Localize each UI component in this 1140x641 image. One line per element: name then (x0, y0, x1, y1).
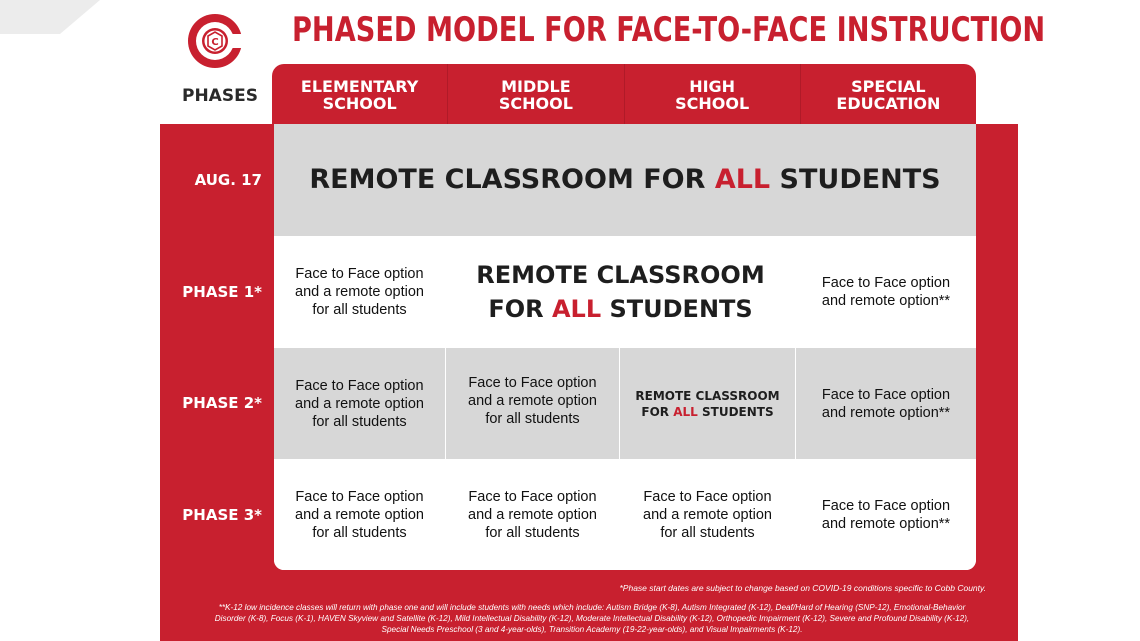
row-label-phase2: PHASE 2* (182, 394, 262, 412)
column-header-elementary: ELEMENTARY SCHOOL (272, 64, 448, 126)
page-corner (0, 0, 100, 34)
page-title: PHASED MODEL FOR FACE-TO-FACE INSTRUCTION (292, 10, 1046, 50)
cobb-schools-logo-icon (186, 12, 244, 70)
column-header-high: HIGH SCHOOL (625, 64, 801, 126)
column-header-bar (272, 64, 976, 126)
phase2-high-post: STUDENTS (697, 404, 774, 419)
phase2-special-cell: Face to Face option and remote option** (796, 348, 976, 459)
schedule-grid (274, 124, 976, 570)
phase1-remote-highlight: ALL (551, 294, 602, 323)
phase3-high-cell: Face to Face option and a remote option for all students (620, 460, 795, 570)
phase2-high-line2 (641, 404, 773, 420)
row-label-aug17: AUG. 17 (194, 171, 262, 189)
phase2-high-highlight: ALL (673, 404, 698, 419)
aug17-highlight: ALL (714, 164, 771, 195)
footnote-phase-dates: *Phase start dates are subject to change based on COVID-19 conditions specific to Cobb County. (619, 583, 986, 593)
phase1-remote-post: STUDENTS (601, 294, 753, 323)
phase1-remote-line1: REMOTE CLASSROOM (476, 260, 765, 289)
phase1-elementary-cell: Face to Face option and a remote option for all students (274, 236, 445, 347)
phase3-special-cell: Face to Face option and remote option** (796, 460, 976, 570)
phase2-high-line1: REMOTE CLASSROOM (635, 388, 780, 403)
phase2-middle-cell: Face to Face option and a remote option for all students (446, 348, 619, 459)
phases-label: PHASES (182, 86, 258, 106)
column-header-special-education: SPECIAL EDUCATION (836, 77, 941, 113)
phase2-high-remote-cell (620, 348, 795, 459)
aug17-remote-cell (274, 124, 976, 236)
aug17-text-pre: REMOTE CLASSROOM FOR (309, 164, 715, 195)
phase2-elementary-cell: Face to Face option and a remote option for all students (274, 348, 445, 459)
phase1-remote-line2 (488, 292, 752, 326)
footnote-low-incidence: **K-12 low incidence classes will return with phase one and will include students with needs which include: Autism Bridge (K-8), Autism Integrated (K-12), Deaf/Hard of Hearing (SNP-12), Emotional-Behavior Disorder (K-8), Focus (K-1), HAVEN Skyview and Satellite (K-12), Mild Intellectual Disability (K-12), Moderate Intellectual Disability (K-12), Orthopedic Impairment (K-12), Severe and Profound Disability (K-12), Special Needs Preschool (3 and 4-year-olds), Transition Academy (19-22-year-olds), and Visual Impairments (K-12). (214, 603, 970, 634)
svg-text:C: C (211, 37, 219, 48)
row-label-phase1: PHASE 1* (182, 283, 262, 301)
aug17-text-post: STUDENTS (770, 164, 941, 195)
phase3-middle-cell: Face to Face option and a remote option for all students (446, 460, 619, 570)
phase1-special-cell: Face to Face option and remote option** (796, 236, 976, 347)
row-label-phase3: PHASE 3* (182, 506, 262, 524)
phase2-high-pre: FOR (641, 404, 674, 419)
phase3-elementary-cell: Face to Face option and a remote option for all students (274, 460, 445, 570)
phase1-remote-cell (446, 236, 795, 347)
phase1-remote-pre: FOR (488, 294, 552, 323)
column-header-middle: MIDDLE SCHOOL (448, 64, 624, 126)
